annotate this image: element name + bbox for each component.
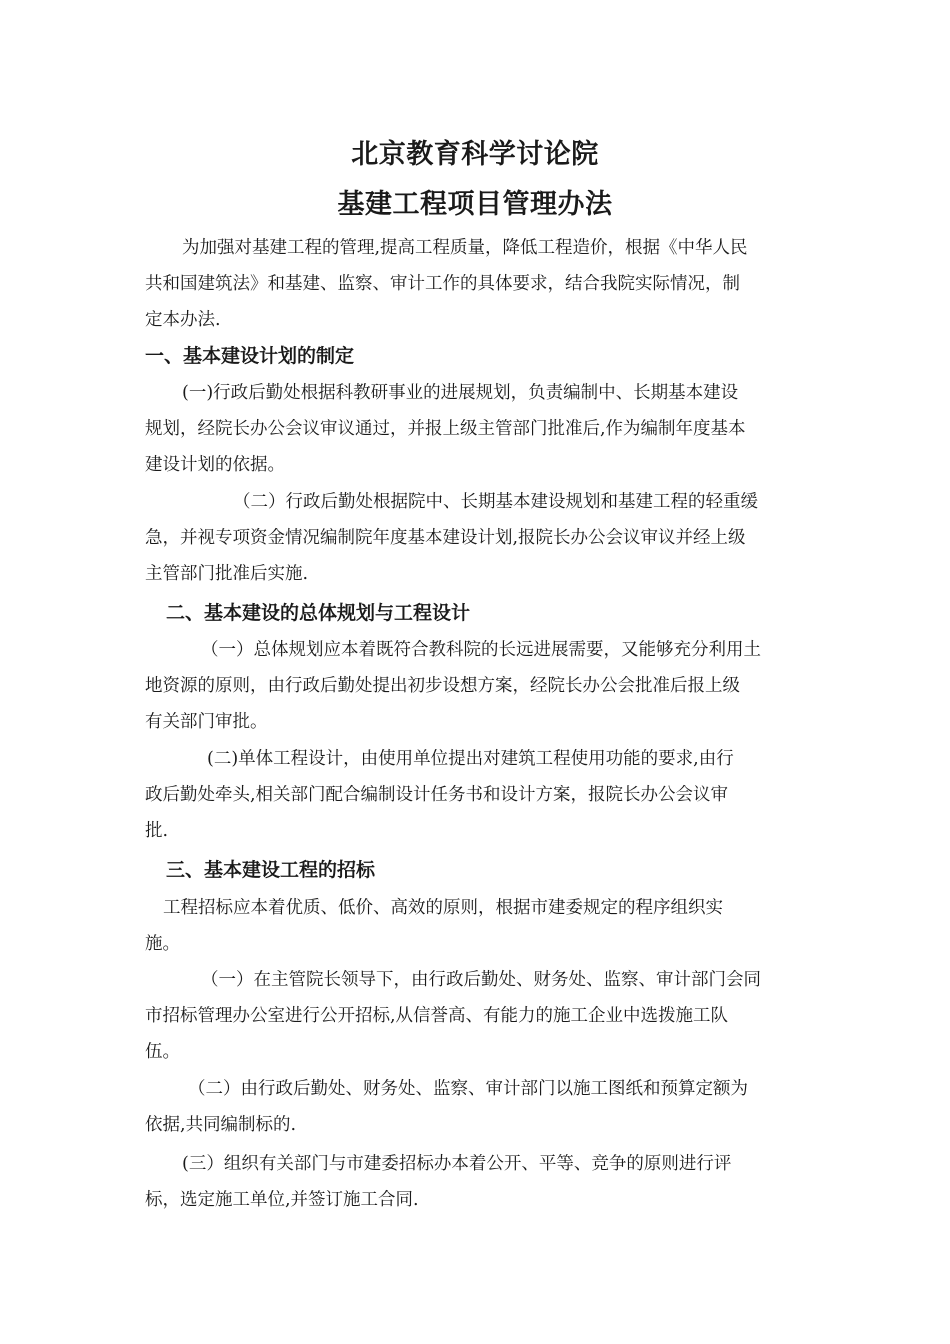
section3-heading: 三、基本建设工程的招标 (166, 859, 376, 881)
paragraph-line: 有关部门审批。 (145, 712, 268, 732)
paragraph-line: 伍。 (145, 1042, 180, 1062)
paragraph-line: 施。 (145, 934, 180, 954)
paragraph-line: (二)单体工程设计，由使用单位提出对建筑工程使用功能的要求,由行 (207, 749, 734, 769)
paragraph-line: 规划，经院长办公会议审议通过，并报上级主管部门批准后,作为编制年度基本 (145, 419, 746, 439)
paragraph-line: （一）在主管院长领导下，由行政后勤处、财务处、监察、审计部门会同 (201, 970, 761, 990)
paragraph-line: 急，并视专项资金情况编制院年度基本建设计划,报院长办公会议审议并经上级 (145, 528, 746, 548)
document-title-line1: 北京教育科学讨论院 (351, 139, 599, 170)
paragraph-line: （二）行政后勤处根据院中、长期基本建设规划和基建工程的轻重缓 (233, 492, 758, 512)
section1-paragraph1 (145, 375, 810, 483)
paragraph-line: 建设计划的依据。 (145, 455, 285, 475)
paragraph-line: 共和国建筑法》和基建、监察、审计工作的具体要求，结合我院实际情况，制 (145, 274, 740, 294)
section2-heading: 二、基本建设的总体规划与工程设计 (166, 602, 471, 624)
paragraph-line: 定本办法. (145, 310, 221, 330)
section3-paragraph1 (145, 962, 810, 1070)
paragraph-line: 工程招标应本着优质、低价、高效的原则，根据市建委规定的程序组织实 (163, 898, 723, 918)
section2-paragraph2 (145, 741, 810, 849)
paragraph-line: 批. (145, 821, 169, 841)
paragraph-line: 地资源的原则，由行政后勤处提出初步设想方案，经院长办公会批准后报上级 (145, 676, 740, 696)
paragraph-line: (三）组织有关部门与市建委招标办本着公开、平等、竞争的原则进行评 (182, 1154, 732, 1174)
paragraph-line: 市招标管理办公室进行公开招标,从信誉高、有能力的施工企业中选拨施工队 (145, 1006, 729, 1026)
paragraph-line: 主管部门批准后实施. (145, 564, 309, 584)
paragraph-line: 为加强对基建工程的管理,提高工程质量，降低工程造价，根据《中华人民 (182, 238, 748, 258)
section2-paragraph1 (145, 632, 810, 740)
intro-paragraph (145, 230, 810, 338)
section1-heading: 一、基本建设计划的制定 (145, 345, 355, 367)
paragraph-line: （二）由行政后勤处、财务处、监察、审计部门以施工图纸和预算定额为 (188, 1079, 748, 1099)
paragraph-line: 政后勤处牵头,相关部门配合编制设计任务书和设计方案，报院长办公会议审 (145, 785, 729, 805)
section1-paragraph2 (145, 484, 810, 592)
document-title-line2: 基建工程项目管理办法 (337, 189, 613, 220)
section3-paragraph0 (145, 890, 810, 962)
paragraph-line: 依据,共同编制标的. (145, 1115, 297, 1135)
section3-paragraph3 (145, 1146, 810, 1218)
section3-paragraph2 (145, 1071, 810, 1143)
paragraph-line: (一)行政后勤处根据科教研事业的进展规划，负责编制中、长期基本建设 (182, 383, 739, 403)
paragraph-line: （一）总体规划应本着既符合教科院的长远进展需要，又能够充分利用土 (201, 640, 761, 660)
paragraph-line: 标，选定施工单位,并签订施工合同. (145, 1190, 419, 1210)
